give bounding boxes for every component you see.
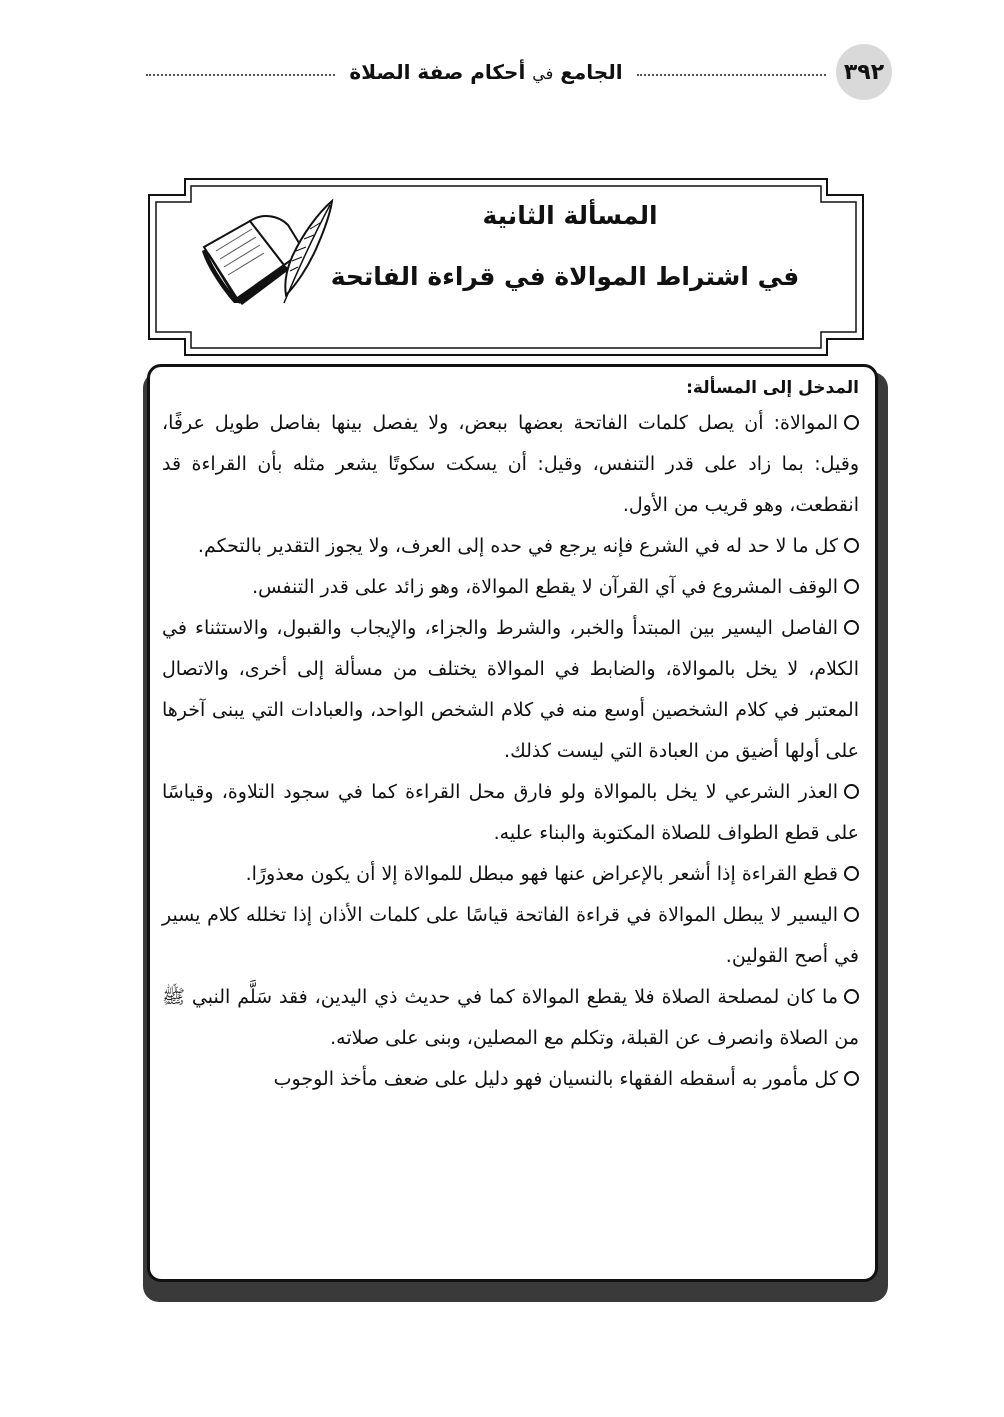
circle-bullet-icon bbox=[844, 1071, 859, 1086]
book-title bbox=[335, 60, 636, 84]
rule-item bbox=[162, 1059, 859, 1100]
book-title-part1: الجامع bbox=[560, 60, 623, 84]
rule-item bbox=[162, 895, 859, 977]
circle-bullet-icon bbox=[844, 538, 859, 553]
rule-text: العذر الشرعي لا يخل بالموالاة ولو فارق محل القراءة كما في سجود التلاوة، وقياسًا على قطع الطواف للصلاة المكتوبة والبناء عليه. bbox=[162, 781, 859, 844]
book-quill-icon bbox=[192, 195, 342, 307]
rule-item bbox=[162, 567, 859, 608]
content-box-inner bbox=[162, 375, 859, 1100]
rule-item bbox=[162, 526, 859, 567]
rule-item bbox=[162, 608, 859, 772]
circle-bullet-icon bbox=[844, 989, 859, 1004]
rule-text: كل ما لا حد له في الشرع فإنه يرجع في حده إلى العرف، ولا يجوز التقدير بالتحكم. bbox=[197, 535, 838, 557]
circle-bullet-icon bbox=[844, 907, 859, 922]
circle-bullet-icon bbox=[844, 866, 859, 881]
header-dots-right bbox=[637, 74, 826, 76]
section-title: المسألة الثانية bbox=[482, 201, 658, 230]
rule-item bbox=[162, 854, 859, 895]
rule-text: الوقف المشروع في آي القرآن لا يقطع الموالاة، وهو زائد على قدر التنفس. bbox=[252, 576, 838, 598]
rule-text: اليسير لا يبطل الموالاة في قراءة الفاتحة قياسًا على كلمات الأذان إذا تخلله كلام يسير في أصح القولين. bbox=[162, 904, 859, 967]
page-number: ٣٩٢ bbox=[836, 44, 892, 100]
circle-bullet-icon bbox=[844, 579, 859, 594]
circle-bullet-icon bbox=[844, 784, 859, 799]
rule-text: قطع القراءة إذا أشعر بالإعراض عنها فهو مبطل للموالاة إلا أن يكون معذورًا. bbox=[245, 863, 838, 885]
rule-item bbox=[162, 977, 859, 1059]
running-header bbox=[146, 57, 826, 87]
content-box bbox=[147, 364, 878, 1282]
rule-text: الموالاة: أن يصل كلمات الفاتحة بعضها ببعض، ولا يفصل بينها بفاصل طويل عرفًا، وقيل: بما زاد على قدر التنفس، وقيل: أن يسكت سكوتًا يشعر مثله بأن القراءة قد انقطعت، وهو قريب من الأول. bbox=[162, 412, 859, 516]
rule-text: ما كان لمصلحة الصلاة فلا يقطع الموالاة كما في حديث ذي اليدين، فقد سَلَّم النبي ﷺ من الصلاة وانصرف عن القبلة، وتكلم مع المصلين، وبنى على صلاته. bbox=[162, 986, 859, 1049]
rule-text: الفاصل اليسير بين المبتدأ والخبر، والشرط والجزاء، والإيجاب والقبول، والاستثناء في الكلام، لا يخل بالموالاة، والضابط في الموالاة يختلف من مسألة إلى أخرى، والاتصال المعتبر في كلام الشخصين أوسع منه في كلام الشخص الواحد، والعبادات التي يبنى آخرها على أولها أضيق من العبادة التي ليست كذلك. bbox=[162, 617, 859, 762]
circle-bullet-icon bbox=[844, 620, 859, 635]
intro-label: المدخل إلى المسألة: bbox=[686, 378, 859, 398]
circle-bullet-icon bbox=[844, 415, 859, 430]
rule-item bbox=[162, 403, 859, 526]
book-title-part3: أحكام صفة الصلاة bbox=[349, 60, 526, 84]
header-dots-left bbox=[146, 74, 335, 76]
book-title-part2: في bbox=[532, 64, 554, 83]
rule-text: كل مأمور به أسقطه الفقهاء بالنسيان فهو دليل على ضعف مأخذ الوجوب bbox=[273, 1068, 838, 1090]
section-subtitle: في اشتراط الموالاة في قراءة الفاتحة bbox=[330, 262, 800, 291]
rule-item bbox=[162, 772, 859, 854]
